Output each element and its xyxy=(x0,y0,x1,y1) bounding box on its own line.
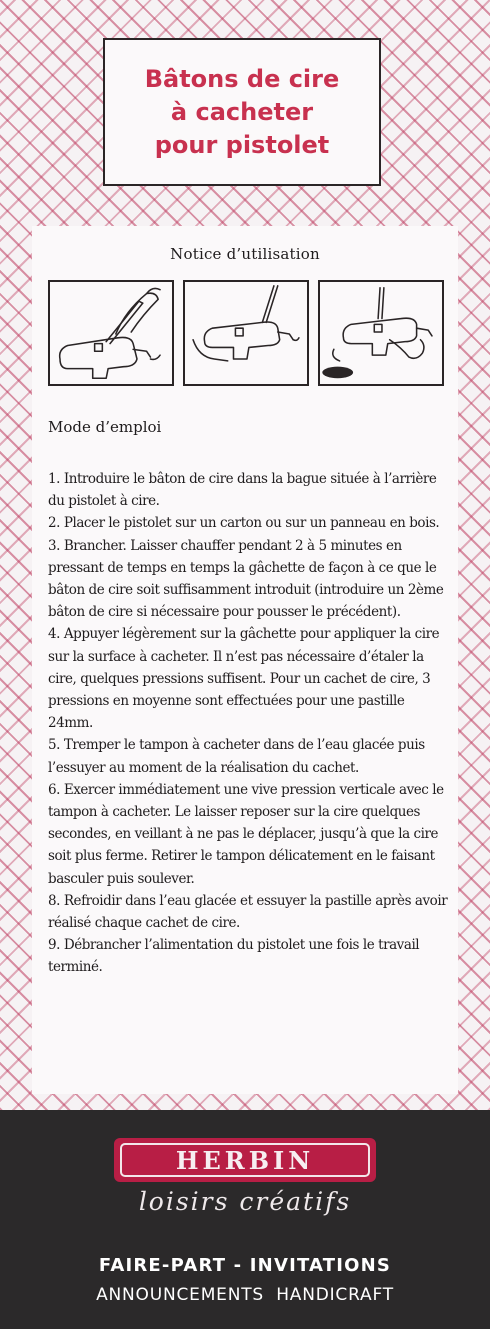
glue-gun-insert-stick-drawing xyxy=(50,282,172,384)
glue-gun-hand-trigger-drawing xyxy=(185,282,307,384)
glue-gun-apply-wax-icon xyxy=(318,280,444,386)
instruction-steps xyxy=(48,468,450,979)
instruction-step-4: 4. Appuyer légèrement sur la gâchette pour appliquer la cire sur la surface à cacheter. Il n’est pas nécessaire d’étaler la cire, quelques pressions suffisent. Pour un cachet de cire, 3 pressions en moyenne sont effectuées pour une pastille 24mm. xyxy=(48,626,440,732)
instructions-heading: Mode d’emploi xyxy=(48,418,162,436)
instruction-step-6: 6. Exercer immédiatement une vive pression verticale avec le tampon à cacheter. Le laisser reposer sur la cire quelques secondes, en veillant à ne pas le déplacer, jusqu’à que la cire soit plus ferme. Retirer le tampon délicatement en le faisant basculer puis soulever. xyxy=(48,781,444,887)
brand-tagline: loisirs créatifs xyxy=(138,1187,352,1216)
brand-name: HERBIN xyxy=(120,1143,370,1177)
glue-gun-hand-trigger-icon xyxy=(183,280,309,386)
brand-logo xyxy=(114,1138,376,1182)
glue-gun-apply-wax-drawing xyxy=(320,282,442,384)
instruction-step-8: 8. Refroidir dans l’eau glacée et essuyer la pastille après avoir réalisé chaque cachet de cire. xyxy=(48,892,448,932)
glue-gun-insert-stick-icon xyxy=(48,280,174,386)
product-category-en: ANNOUNCEMENTS HANDICRAFT xyxy=(96,1285,394,1305)
title-line-1: Bâtons de cire xyxy=(144,64,340,93)
product-category-fr: FAIRE-PART - INVITATIONS xyxy=(98,1255,392,1276)
instruction-step-1: 1. Introduire le bâton de cire dans la bague située à l’arrière du pistolet à cire. xyxy=(48,471,437,510)
title-line-3: pour pistolet xyxy=(154,130,330,159)
wax-puddle xyxy=(322,367,353,379)
title-line-2: à cacheter xyxy=(170,97,314,126)
title-box xyxy=(103,38,381,186)
instruction-step-5: 5. Tremper le tampon à cacheter dans de l’eau glacée puis l’essuyer au moment de la réalisation du cachet. xyxy=(48,737,425,776)
instruction-step-9: 9. Débrancher l’alimentation du pistolet une fois le travail terminé. xyxy=(48,937,420,976)
instruction-step-3: 3. Brancher. Laisser chauffer pendant 2 à 5 minutes en pressant de temps en temps la gâchette de façon à ce que le bâton de cire soit suffisamment introduit (introduire un 2ème bâton de cire si nécessaire pour pousser le précédent). xyxy=(48,537,444,621)
instruction-step-2: 2. Placer le pistolet sur un carton ou sur un panneau en bois. xyxy=(48,515,440,532)
notice-heading: Notice d’utilisation xyxy=(170,245,320,263)
